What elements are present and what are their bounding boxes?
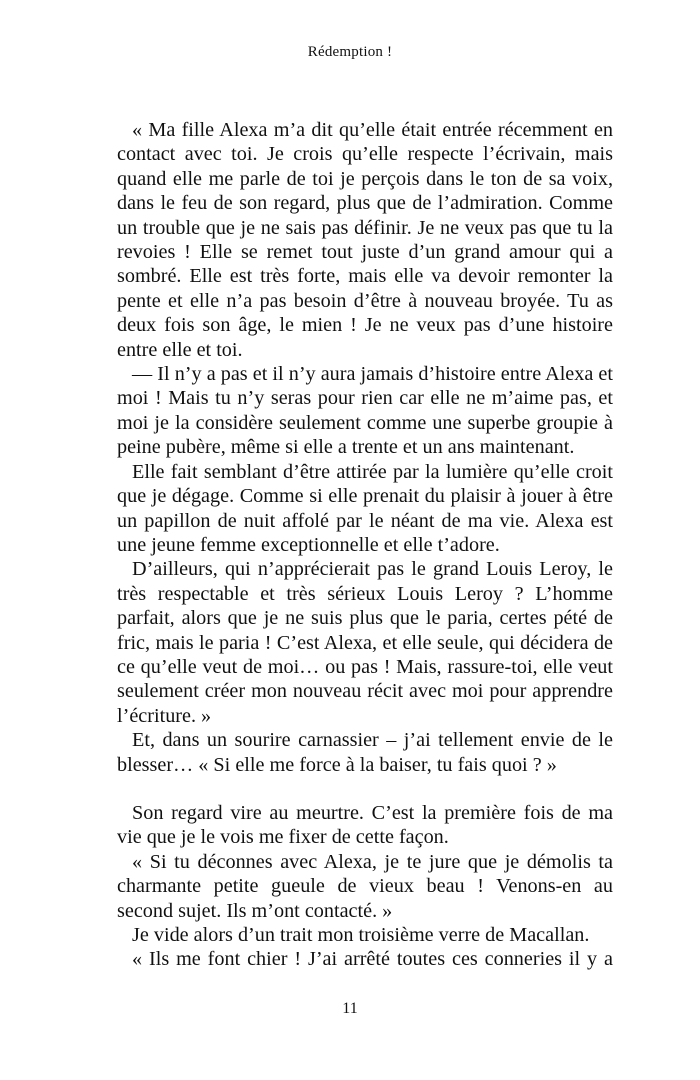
paragraph: Et, dans un sourire carnassier – j’ai tellement envie de le blesser… « Si elle me force à la baiser, tu fais quoi ? » [117, 729, 613, 776]
running-head: Rédemption ! [307, 44, 393, 60]
paragraph: D’ailleurs, qui n’apprécierait pas le grand Louis Leroy, le très respectable et très sérieux Louis Leroy ? L’homme parfait, alors que je ne suis plus que le paria, certes pété de fric, mais le paria ! C’est Alexa, et elle seule, qui décidera de ce qu’elle veut de moi… ou pas ! Mais, rassure-toi, elle veut seulement créer mon nouveau récit avec moi pour apprendre l’écriture. » [117, 558, 613, 727]
paragraph: Elle fait semblant d’être attirée par la lumière qu’elle croit que je dégage. Comme si elle prenait du plaisir à jouer à être un papillon de nuit affolé par le néant de ma vie. Alexa est une jeune femme exceptionnelle et elle t’adore. [117, 460, 613, 556]
page-number: 11 [342, 1000, 358, 1017]
paragraph: Je vide alors d’un trait mon troisième verre de Macallan. [132, 924, 590, 946]
paragraph: « Ils me font chier ! J’ai arrêté toutes ces conneries il y a [132, 948, 613, 971]
paragraph: « Ma fille Alexa m’a dit qu’elle était entrée récemment en contact avec toi. Je crois qu’elle respecte l’écrivain, mais quand elle me parle de toi je perçois dans le ton de sa voix, dans le feu de son regard, plus que de l’admiration. Comme un trouble que je ne sais pas définir. Je ne veux pas que tu la revoies ! Elle se remet tout juste d’un grand amour qui a sombré. Elle est très forte, mais elle va devoir remonter la pente et elle n’a pas besoin d’être à nouveau broyée. Tu as deux fois son âge, le mien ! Je ne veux pas d’une histoire entre elle et toi. [117, 119, 613, 361]
paragraph: « Si tu déconnes avec Alexa, je te jure que je démolis ta charmante petite gueule de vieux beau ! Venons-en au second sujet. Ils m’ont contacté. » [117, 850, 613, 922]
paragraph: Son regard vire au meurtre. C’est la première fois de ma vie que je le vois me fixer de cette façon. [117, 801, 613, 849]
body-text [117, 118, 613, 972]
paragraph: — Il n’y a pas et il n’y aura jamais d’histoire entre Alexa et moi ! Mais tu n’y seras pour rien car elle ne m’aime pas, et moi je la considère seulement comme une superbe groupie à peine pubère, même si elle a trente et un ans maintenant. [117, 363, 613, 459]
